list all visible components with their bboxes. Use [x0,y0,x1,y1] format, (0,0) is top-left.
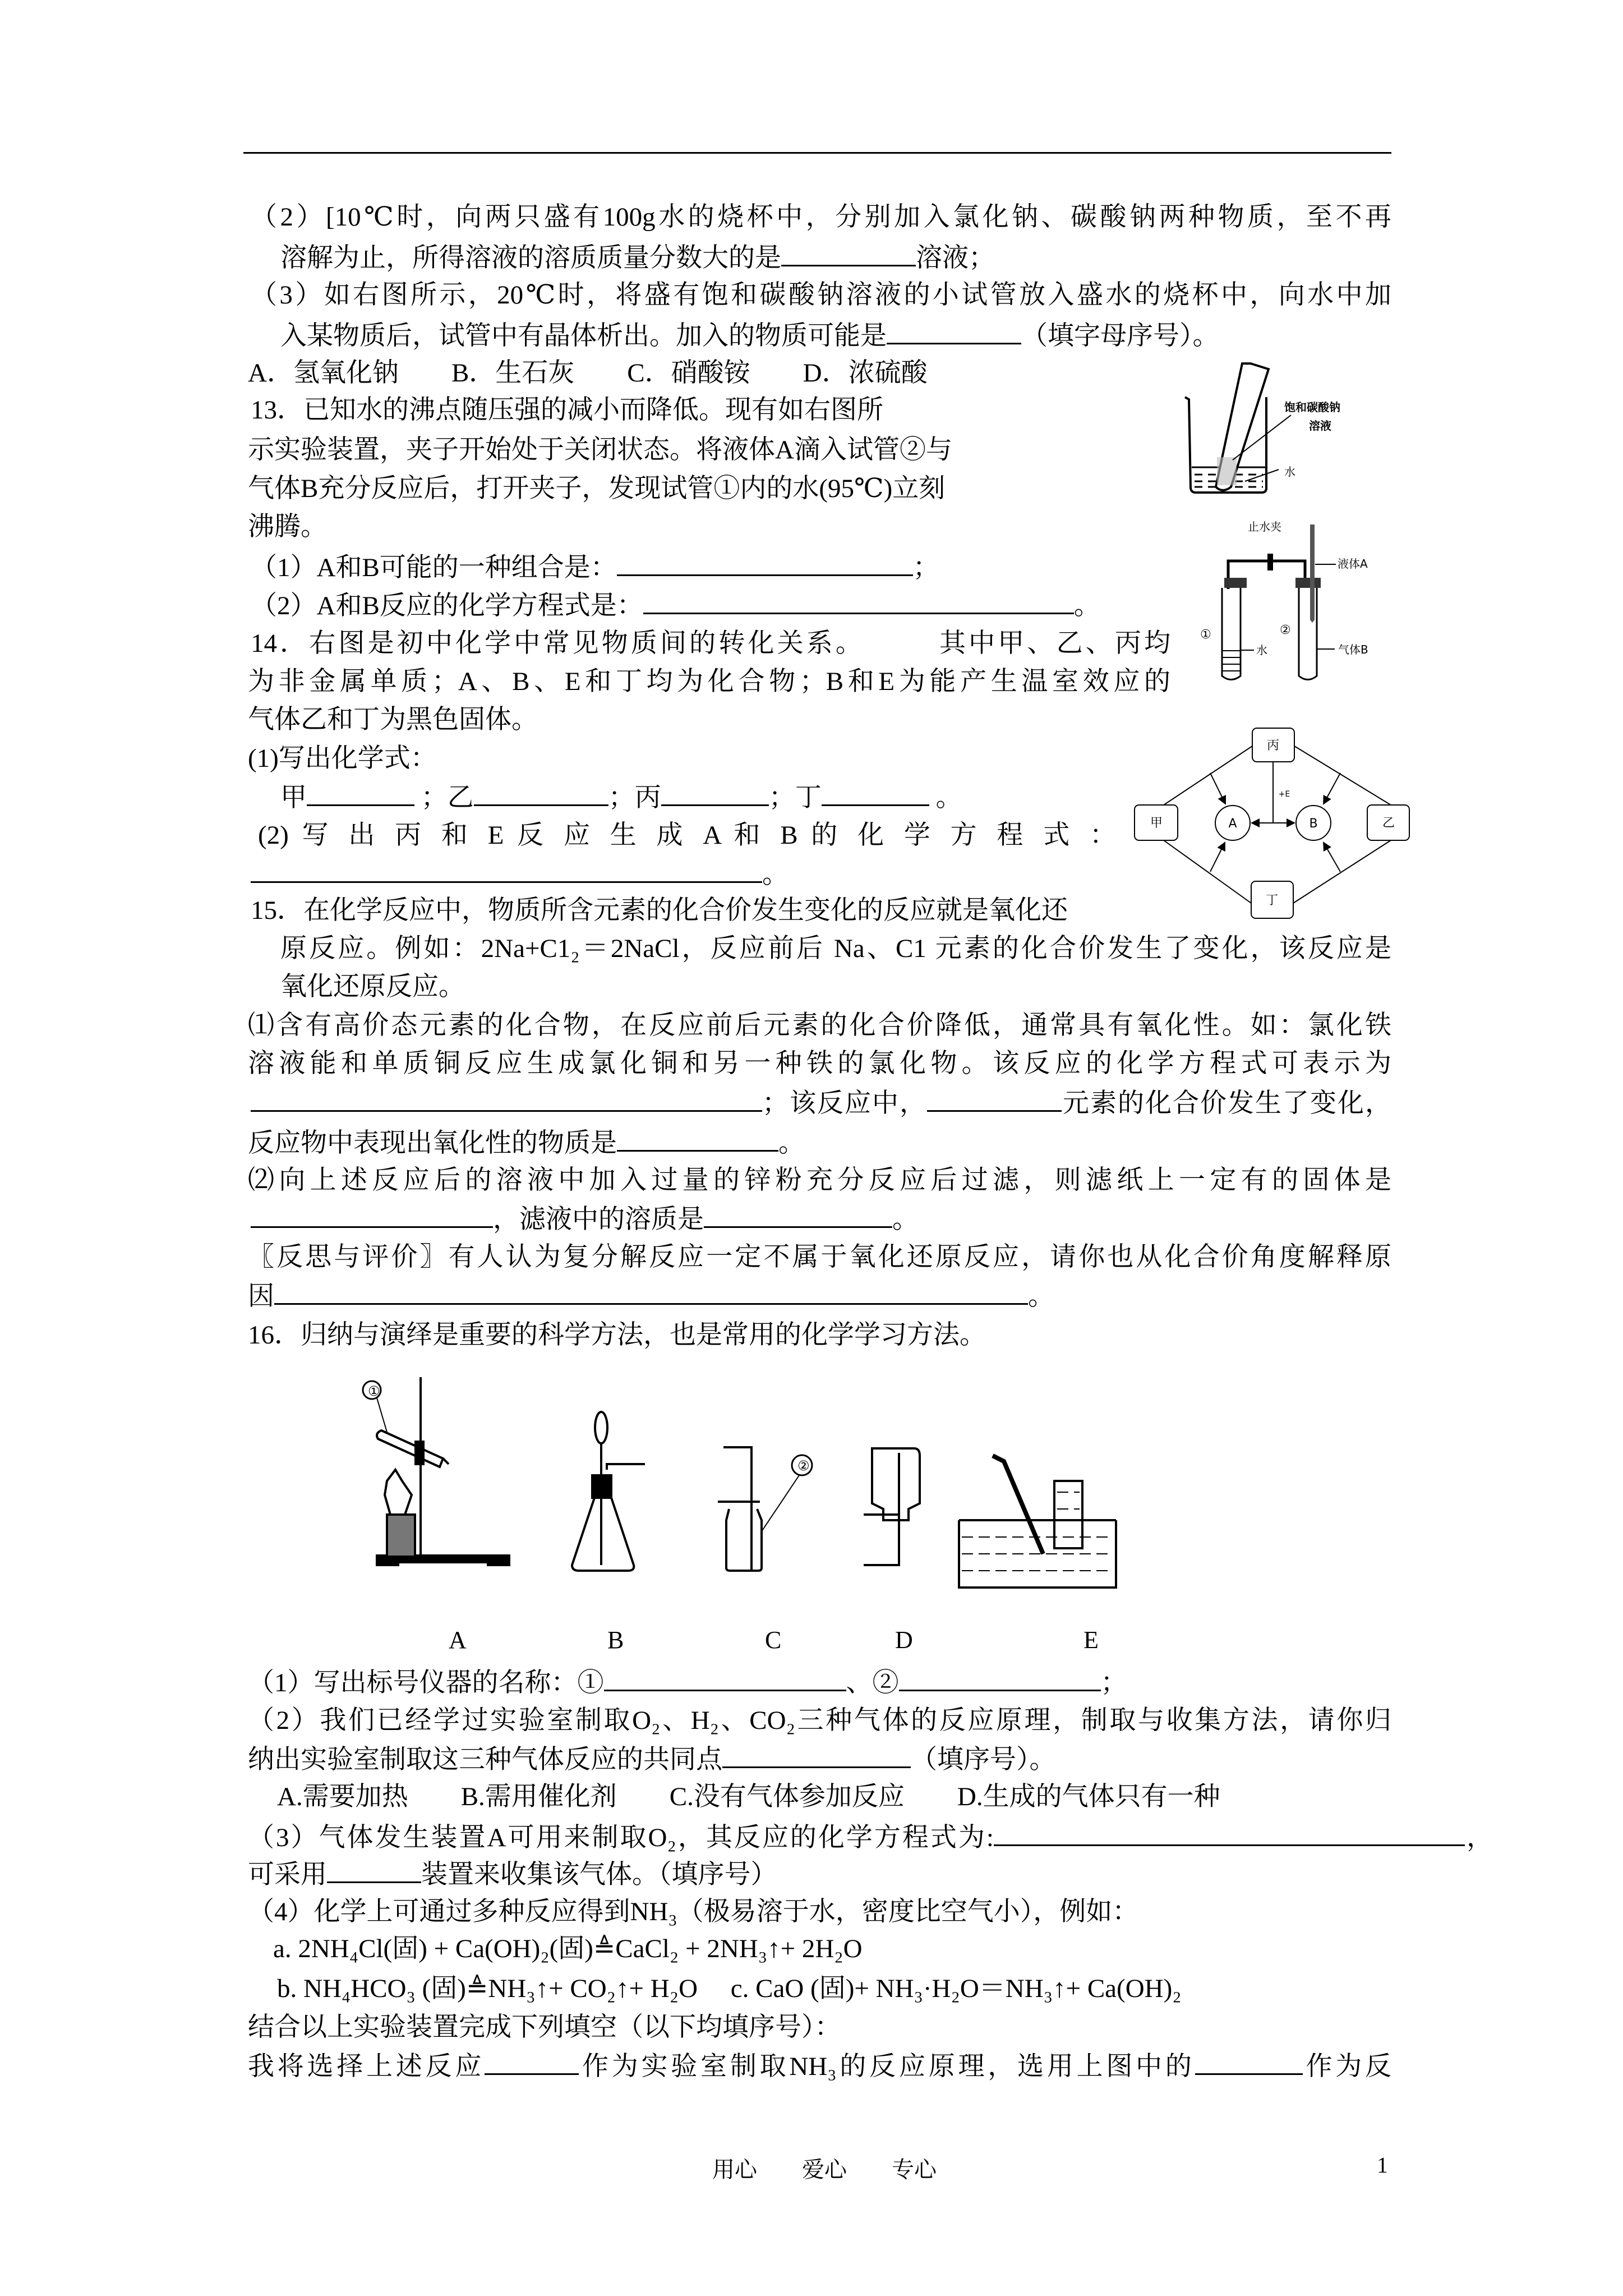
conversion-diagram [1127,721,1419,926]
apparatus-label-d: D [895,1626,913,1654]
answer-blank[interactable] [251,857,762,883]
text-line: 气体B充分反应后，打开夹子，发现试管①内的水(95℃)立刻 [248,474,946,503]
answer-blank[interactable] [274,1278,1028,1305]
answer-blank[interactable] [643,588,1074,614]
solution-label: 溶液 [1309,419,1331,432]
apparatus-figure [359,1369,1144,1604]
text-line: （3）如右图所示，20℃时，将盛有饱和碳酸钠溶液的小试管放入盛水的烧杯中，向水中加 [251,280,1391,310]
text-line: (1)写出化学式： [248,744,437,773]
text-line: 为非金属单质；A、B、E和丁均为化合物；B和E为能产生温室效应的 [248,667,1170,696]
text-line: 结合以上实验装置完成下列填空（以下均填序号）： [248,2013,841,2042]
apparatus-label-e: E [1083,1626,1099,1654]
text-line: a. 2NH₄Cl(固) + Ca(OH)₂(固)≜CaCl₂ + 2NH₃↑+ 2H₂O [273,1934,863,1963]
answer-blank[interactable] [307,780,414,806]
answer-blank[interactable] [617,1125,778,1152]
tube-1-marker: ① [1200,628,1211,642]
node-jia: 甲 [1150,816,1163,830]
tube-2-marker: ② [1280,623,1291,637]
answer-blank[interactable] [927,1085,1062,1112]
gas-b-label: 气体B [1338,643,1368,656]
answer-blank[interactable] [327,1857,421,1883]
answer-blank[interactable] [994,1820,1465,1846]
text-line: （2）[10℃时，向两只盛有100g水的烧杯中，分别加入氯化钠、碳酸钠两种物质，至不再 [251,203,1391,232]
text-line: ⑴含有高价态元素的化合物，在反应前后元素的化合价降低，通常具有氧化性。如：氯化铁 [248,1011,1391,1040]
answer-blank[interactable] [822,780,929,806]
text-line: 〖反思与评价〗有人认为复分解反应一定不属于氧化还原反应，请你也从化合价角度解释原 [248,1243,1391,1272]
answer-blank[interactable] [899,1665,1101,1691]
text-line: 14．右图是初中化学中常见物质间的转化关系。 其中甲、乙、丙均 [251,629,1170,658]
text-line: 反应物中表现出氧化性的物质是 。 [248,1125,805,1159]
text-line: 纳出实验室制取这三种气体反应的共同点 （填序号）。 [248,1742,1056,1775]
tubes-figure [1189,516,1396,684]
apparatus-label-c: C [765,1626,782,1654]
text-line: 溶解为止，所得溶液的溶质质量分数大的是 溶液； [280,240,995,274]
answer-blank[interactable] [485,2049,579,2075]
node-yi: 乙 [1382,816,1395,830]
text-line: 入某物质后，试管中有晶体析出。加入的物质可能是 （填字母序号）。 [280,318,1219,352]
marker-1: ① [368,1383,380,1399]
answer-blank[interactable] [604,1665,846,1691]
marker-2: ② [797,1458,810,1474]
apparatus-label-a: A [449,1626,467,1654]
page-number: 1 [1377,2152,1388,2178]
answer-blank[interactable] [722,1742,911,1768]
text-line: （3）气体发生装置A可用来制取O₂，其反应的化学方程式为: ， [248,1820,1493,1853]
beaker-figure [1178,359,1391,499]
text-line: （2）我们已经学过实验室制取O₂、H₂、CO₂三种气体的反应原理，制取与收集方法，请你归 [248,1706,1391,1735]
answer-blank[interactable] [251,1202,493,1228]
apparatus-label-b: B [607,1626,624,1654]
text-line: A.需要加热 B.需用催化剂 C.没有气体参加反应 D.生成的气体只有一种 [277,1782,1220,1811]
text-line: 可采用 装置来收集该气体。（填序号） [248,1857,777,1890]
answer-blank[interactable] [704,1202,892,1228]
text-line: ；该反应中， 元素的化合价发生了变化， [251,1085,1391,1119]
answer-blank[interactable] [661,780,769,806]
node-ding: 丁 [1265,894,1279,908]
text-line: 。 [251,857,789,890]
text-line: 示实验装置，夹子开始处于关闭状态。将液体A滴入试管②与 [248,435,952,464]
text-line: 甲 ；乙 ；丙 ；丁 。 [280,780,962,813]
water-label: 水 [1256,643,1267,657]
water-label: 水 [1284,465,1295,478]
node-bing: 丙 [1266,739,1280,753]
text-line: 16．归纳与演绎是重要的科学方法，也是常用的化学学习方法。 [248,1320,986,1350]
plus-e-label: +E [1278,790,1290,799]
liquid-a-label: 液体A [1338,557,1368,570]
text-line: （1）写出标号仪器的名称：① 、② ； [248,1665,1127,1699]
text-line: (2) 写 出 丙 和 E 反 应 生 成 A 和 B 的 化 学 方 程 式 ： [258,821,1116,850]
answer-blank[interactable] [251,1085,762,1112]
text-line: （1）A和B可能的一种组合是： ； [251,550,939,583]
text-line: b. NH₄HCO₃ (固)≜NH₃↑+ CO₂↑+ H₂O c. CaO (固)+ NH₃·H₂O＝NH₃↑+ Ca(OH)₂ [277,1974,1182,2003]
clamp-label: 止水夹 [1248,520,1281,533]
text-line: 因 。 [248,1278,1054,1312]
footer-motto: 用心 爱心 专心 [712,2157,937,2182]
text-line: 氧化还原反应。 [280,972,465,1001]
text-line: （4）化学上可通过多种反应得到NH₃（极易溶于水，密度比空气小），例如： [248,1897,1139,1926]
text-line: 沸腾。 [248,512,327,541]
solution-label: 饱和碳酸钠 [1284,401,1340,414]
text-line: 气体乙和丁为黑色固体。 [248,705,538,734]
text-line: 我将选择上述反应 作为实验室制取NH₃的反应原理，选用上图中的 作为反 [248,2049,1391,2082]
text-line: 原反应。例如：2Na+C1₂＝2NaCl，反应前后 Na、C1 元素的化合价发生了变化，该反应是 [280,934,1391,963]
node-b: B [1309,817,1318,831]
node-a: A [1228,817,1237,831]
text-line: 溶液能和单质铜反应生成氯化铜和另一种铁的氯化物。该反应的化学方程式可表示为 [248,1049,1391,1078]
header-rule [243,152,1391,154]
text-line: A．氢氧化钠 B．生石灰 C．硝酸铵 D．浓硫酸 [248,358,928,388]
text-line: 13．已知水的沸点随压强的减小而降低。现有如右图所 [251,395,883,425]
answer-blank[interactable] [781,240,916,266]
answer-blank[interactable] [887,318,1021,344]
text-line: ⑵向上述反应后的溶液中加入过量的锌粉充分反应后过滤，则滤纸上一定有的固体是 [248,1166,1391,1195]
text-line: 15．在化学反应中，物质所含元素的化合价发生变化的反应就是氧化还 [251,896,1068,925]
text-line: ，滤液中的溶质是 。 [251,1202,919,1235]
answer-blank[interactable] [617,550,913,576]
answer-blank[interactable] [474,780,608,806]
text-line: （2）A和B反应的化学方程式是： 。 [251,588,1100,622]
answer-blank[interactable] [1195,2049,1303,2075]
